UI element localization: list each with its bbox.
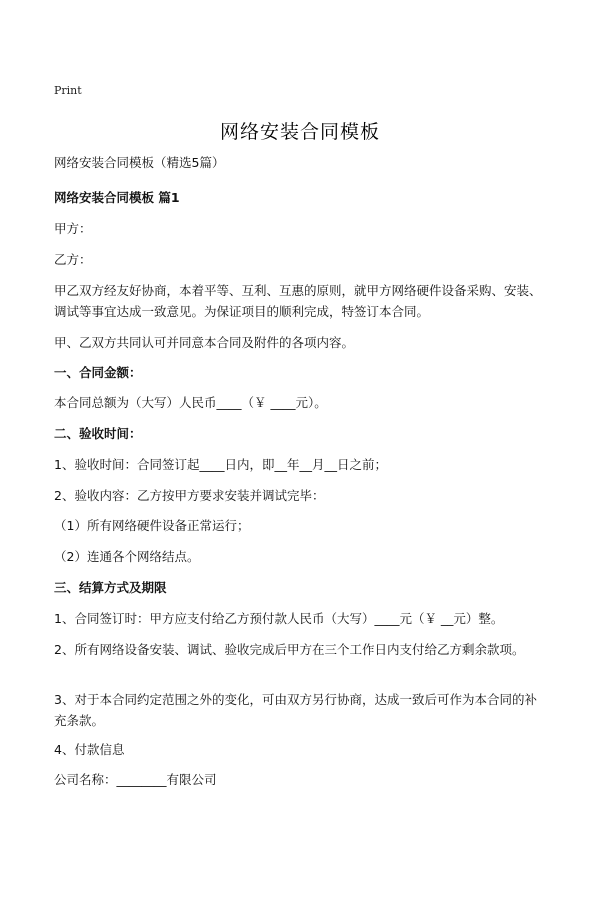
clause2-heading: 二、验收时间： (54, 426, 142, 441)
clause2-sub1: （1）所有网络硬件设备正常运行； (54, 518, 250, 533)
clause3-item1: 1、合同签订时：甲方应支付给乙方预付款人民币（大写）____元（￥ __元）整。 (54, 611, 504, 626)
document-title: 网络安装合同模板 (219, 121, 380, 143)
clause1-text: 本合同总额为（大写）人民币____（￥ ____元）。 (54, 395, 327, 410)
intro-paragraph: 甲乙双方经友好协商，本着平等、互利、互惠的原则，就甲方网络硬件设备采购、安装、调试等事宜达成一致意见。为保证项目的顺利完成，特签订本合同。 (54, 283, 542, 319)
acknowledgement-text: 甲、乙双方共同认可并同意本合同及附件的各项内容。 (54, 335, 355, 350)
party-a-label: 甲方： (54, 221, 92, 236)
clause2-sub2: （2）连通各个网络结点。 (54, 549, 200, 564)
clause1-heading: 一、合同金额： (54, 365, 142, 380)
document-subtitle: 网络安装合同模板（精选5篇） (54, 155, 225, 170)
clause3-item2: 2、所有网络设备安装、调试、验收完成后甲方在三个工作日内支付给乙方剩余款项。 (54, 642, 525, 657)
clause2-item1: 1、验收时间：合同签订起____日内，即__年__月__日之前； (54, 457, 387, 472)
print-label: Print (54, 84, 82, 97)
clause3-heading: 三、结算方式及期限 (54, 580, 167, 595)
section-heading: 网络安装合同模板 篇1 (54, 190, 180, 205)
clause2-item2: 2、验收内容：乙方按甲方要求安装并调试完毕： (54, 488, 325, 503)
clause3-item3: 3、对于本合同约定范围之外的变化，可由双方另行协商，达成一致后可作为本合同的补充条款。 (54, 692, 537, 728)
company-name-line: 公司名称：________有限公司 (54, 772, 217, 787)
clause4-heading: 4、付款信息 (54, 742, 125, 757)
party-b-label: 乙方： (54, 252, 92, 267)
